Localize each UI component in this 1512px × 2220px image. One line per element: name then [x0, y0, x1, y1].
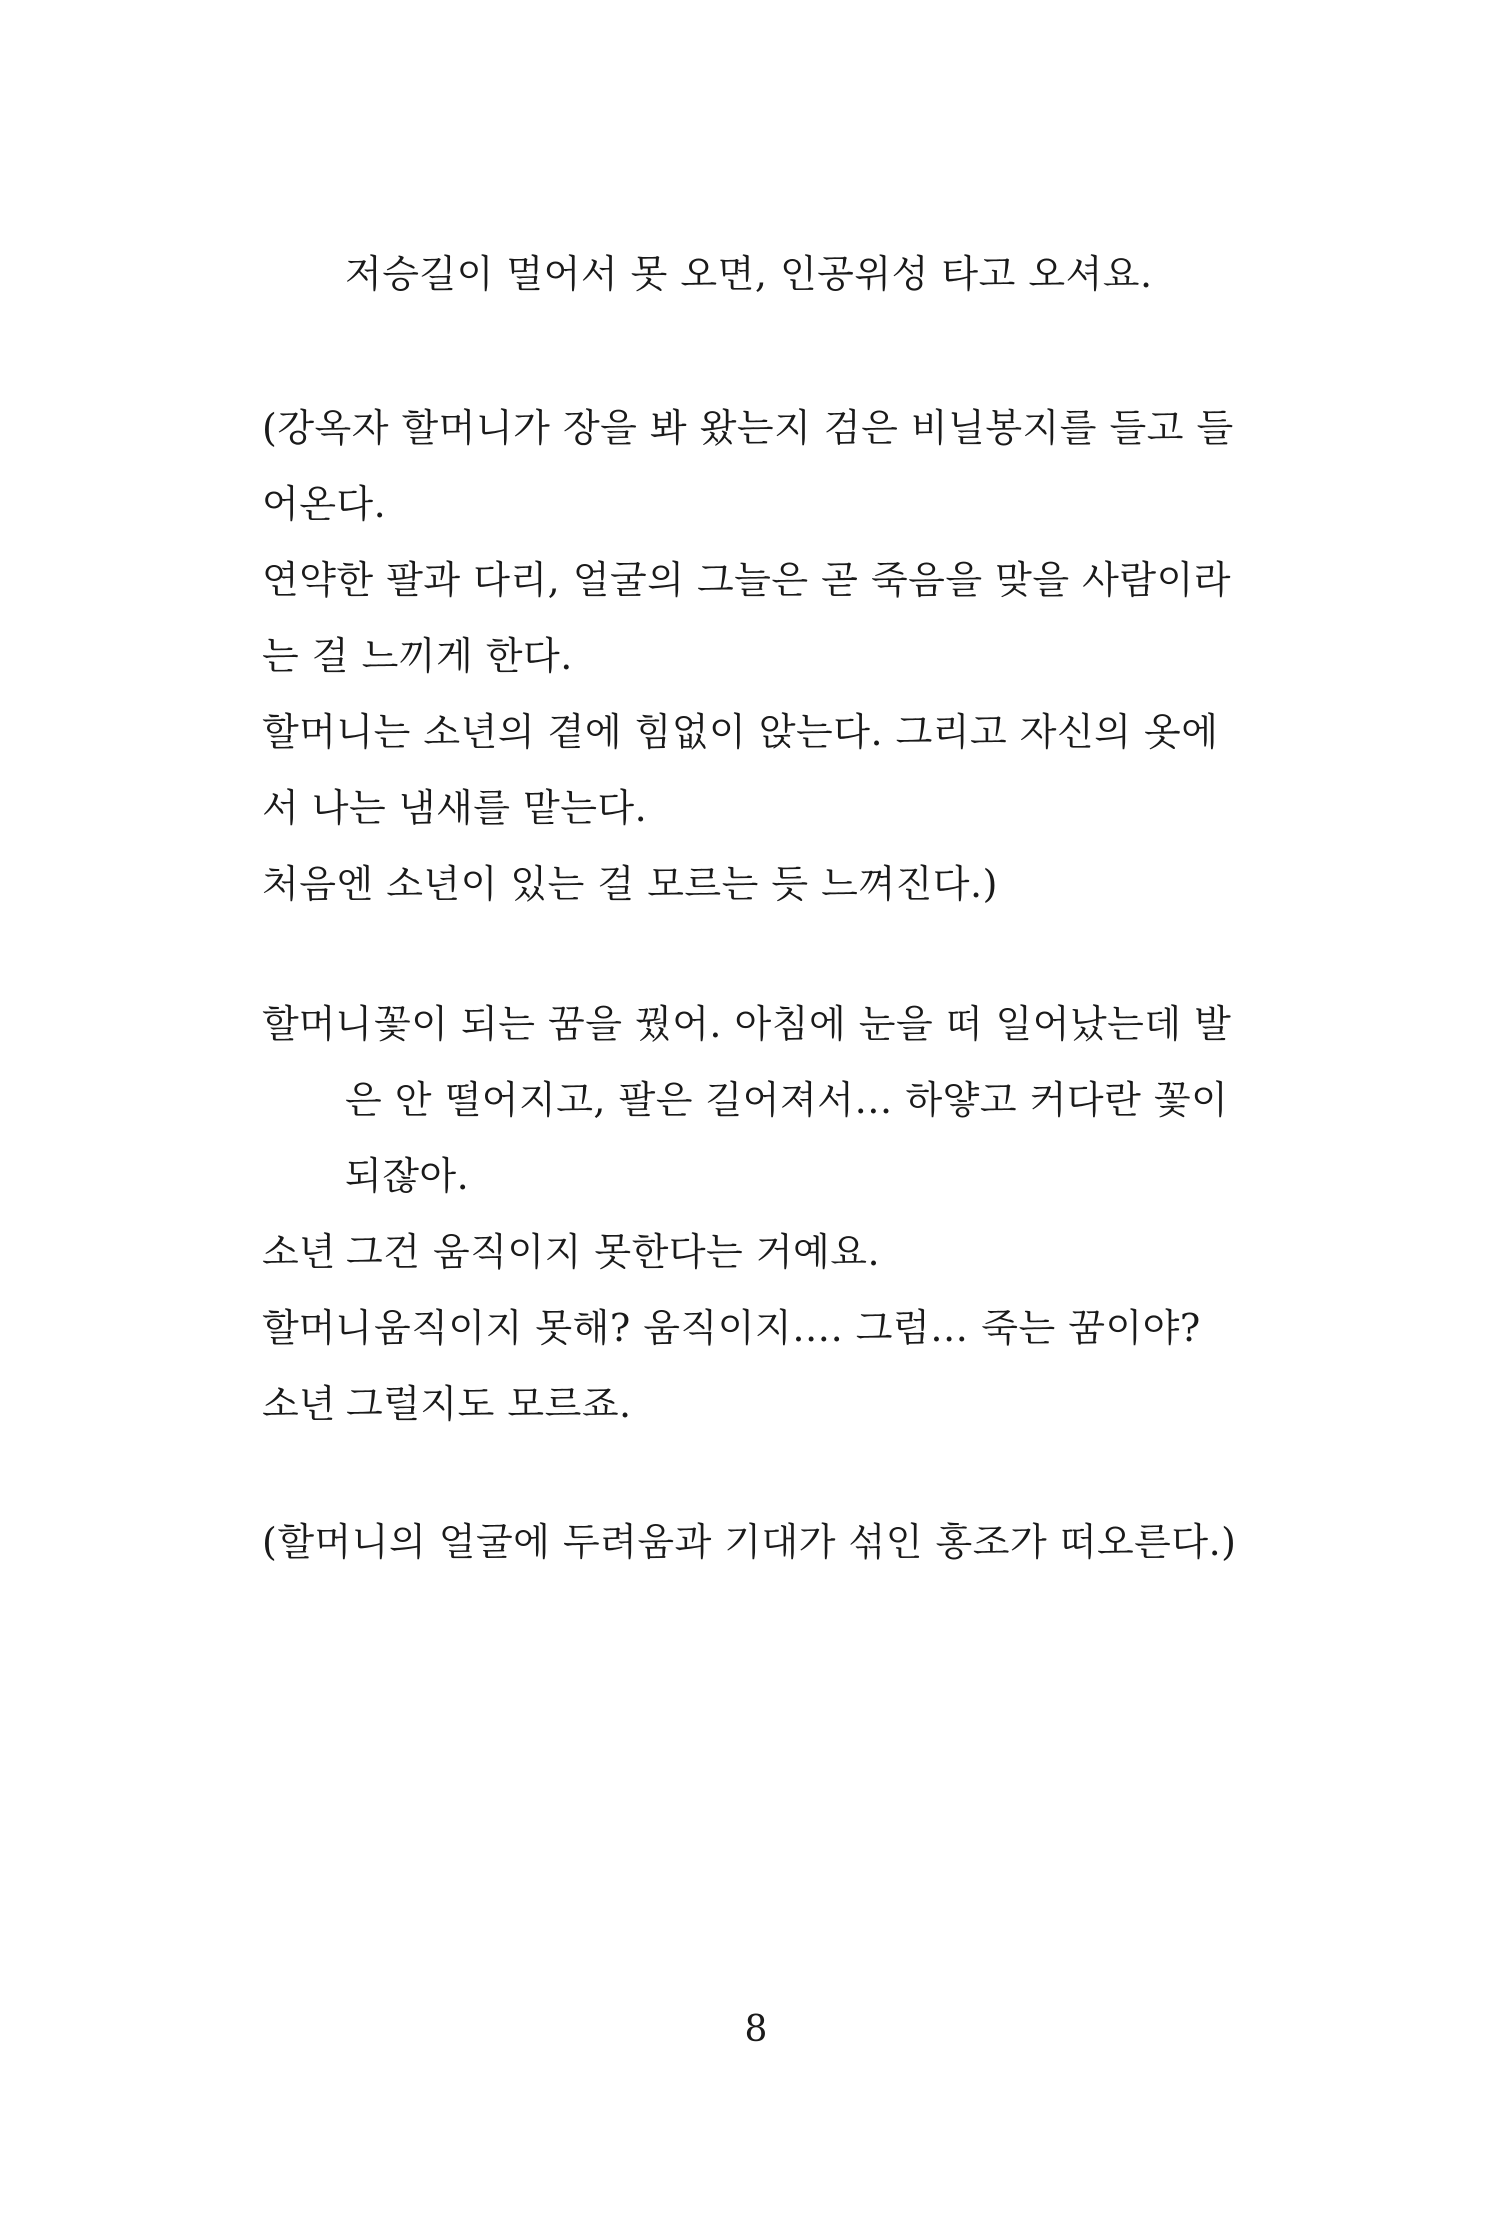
dialogue-line: 그건 움직이지 못한다는 거예요.: [346, 1230, 881, 1274]
stage-direction-closing: (할머니의 얼굴에 두려움과 기대가 섞인 홍조가 떠오른다.): [262, 1520, 1237, 1564]
stage-direction-line: 어온다.: [262, 482, 387, 526]
stage-direction-line: 는 걸 느끼게 한다.: [262, 634, 573, 678]
stage-direction-line: 처음엔 소년이 있는 걸 모르는 듯 느껴진다.): [262, 862, 998, 906]
speaker-name: 할머니: [262, 1002, 373, 1046]
dialogue-line: 움직이지 못해? 움직이지…. 그럼… 죽는 꿈이야?: [374, 1306, 1201, 1350]
speaker-name: 소년: [262, 1230, 336, 1274]
stage-direction-line: (강옥자 할머니가 장을 봐 왔는지 검은 비닐봉지를 들고 들: [262, 406, 1234, 450]
stage-direction-line: 할머니는 소년의 곁에 힘없이 앉는다. 그리고 자신의 옷에: [262, 710, 1219, 754]
dialogue-line: 은 안 떨어지고, 팔은 길어져서… 하얗고 커다란 꽃이: [345, 1078, 1229, 1122]
page-number: 8: [744, 2009, 768, 2050]
dialogue-line: 꽃이 되는 꿈을 꿨어. 아침에 눈을 떠 일어났는데 발: [374, 1002, 1232, 1046]
stage-direction-line: 서 나는 냄새를 맡는다.: [262, 786, 648, 830]
dialogue-line: 되잖아.: [345, 1154, 470, 1198]
song-lyric-line: 저승길이 멀어서 못 오면, 인공위성 타고 오셔요.: [345, 252, 1153, 296]
dialogue-line: 그럴지도 모르죠.: [346, 1382, 632, 1426]
speaker-name: 소년: [262, 1382, 336, 1426]
stage-direction-line: 연약한 팔과 다리, 얼굴의 그늘은 곧 죽음을 맞을 사람이라: [262, 558, 1231, 602]
speaker-name: 할머니: [262, 1306, 373, 1350]
